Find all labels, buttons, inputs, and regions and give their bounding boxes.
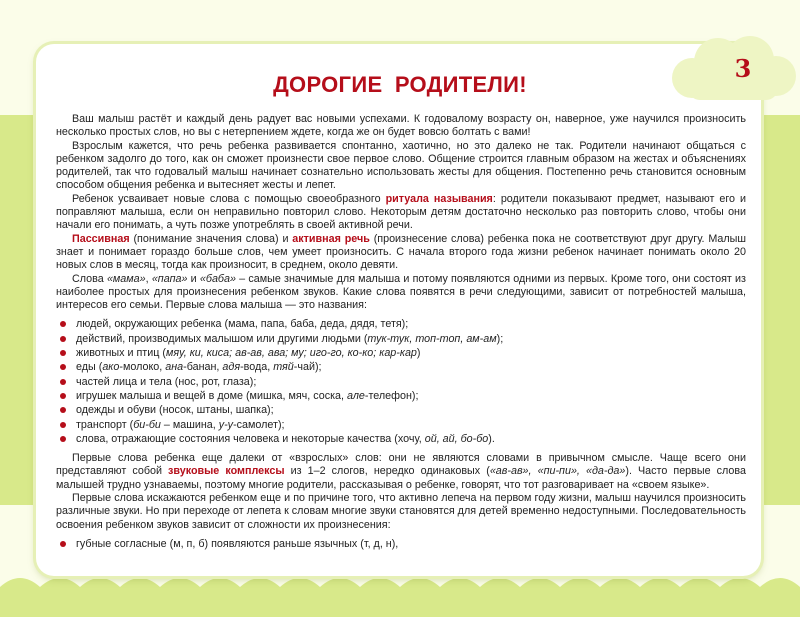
bullet-icon	[60, 436, 66, 442]
text: ,	[145, 272, 152, 285]
text: одежды и обуви (носок, штаны, шапка);	[76, 404, 274, 417]
text: из 1–2 слогов, нередко одинаковых (	[284, 465, 490, 478]
text: (понимание значения слова) и	[129, 232, 293, 245]
paragraph-first-words	[56, 273, 746, 313]
bullet-icon	[60, 393, 66, 399]
text: );	[496, 332, 504, 345]
list-item	[56, 332, 746, 346]
list-item	[56, 346, 746, 360]
term-active-speech: активная речь	[292, 232, 370, 245]
example-words: ой, ай, бо-бо	[424, 432, 489, 445]
paragraph-development: Взрослым кажется, что речь ребенка развивается спонтанно, хаотично, но это далеко не так. Родители начинают общаться с ребенком задолго до того, как он сможет произнести свое первое слово. Общение строится главным образом на жестах и объяснениях родителей, так что годовалый малыш начинает сознательно использовать жесты для общения. Постепенно речь становится основным способом общения ребенка и вытесняет жесты и лепет.	[56, 139, 746, 192]
text: слова, отражающие состояния человека и некоторые качества (хочу,	[76, 432, 425, 445]
bullet-icon	[60, 422, 66, 428]
example-word: але	[347, 389, 365, 402]
word-category-list	[56, 317, 746, 446]
paragraph-passive-active	[56, 233, 746, 273]
text: игрушек малыша и вещей в доме (мишка, мяч, соска,	[76, 389, 347, 402]
sound-order-list	[56, 537, 746, 551]
text: -телефон);	[364, 389, 419, 402]
example-word: ако	[102, 361, 120, 374]
bullet-icon	[60, 321, 66, 327]
list-item	[56, 403, 746, 417]
term-naming-ritual: ритуала называния	[385, 192, 493, 205]
paragraph-naming-ritual	[56, 193, 746, 233]
text: (произнесение слова) ребенка пока не соответствуют друг другу. Малыш знает и понимает гораздо больше слов, чем умеет произносить. С начала второго года жизни ребенок начинает понимать около 20 новых слов в месяц, тогда как произносит, в среднем, около девяти.	[56, 232, 747, 272]
bullet-icon	[60, 379, 66, 385]
list-item	[56, 389, 746, 403]
example-word: тяй	[273, 361, 294, 374]
bullet-icon	[60, 364, 66, 370]
list-item	[56, 432, 746, 446]
bullet-icon	[60, 350, 66, 356]
text: -банан,	[183, 361, 223, 374]
example-words: «ав-ав», «пи-пи», «да-да»	[489, 465, 626, 478]
example-word: адя	[222, 361, 241, 374]
text: -молоко,	[119, 361, 166, 374]
paragraph-intro: Ваш малыш растёт и каждый день радует вас новыми успехами. К годовалому возрасту он, наверное, уже научился произносить несколько простых слов, но вы с нетерпением ждете, когда же он будет вовсю болтать с вами!	[56, 113, 746, 139]
example-word: ана	[165, 361, 184, 374]
paragraph-sound-complexes	[56, 452, 746, 492]
text: : родители показывают предмет, называют его и поправляют малыша, если он неправильно повторил слово. Некоторым детям достаточно несколько раз повторить слово, чтобы они начали его понимать, а чуть позже употреблять в своей активной речи.	[56, 192, 747, 232]
example-words: тук-тук, топ-топ, ам-ам	[367, 332, 497, 345]
bullet-icon	[60, 336, 66, 342]
list-item	[56, 317, 746, 331]
word-papa: «папа»	[151, 272, 188, 285]
page-title: ДОРОГИЕ РОДИТЕЛИ!	[273, 72, 527, 97]
paragraph-distortion: Первые слова искажаются ребенком еще и по причине того, что активно лепеча на первом году жизни, малыш научился произносить различные звуки. Но при переходе от лепета к словам многие звуки становятся для детей временно недоступными. Последовательность освоения ребенком звуков зависит от сложности их произнесения:	[56, 492, 746, 531]
text: ).	[488, 432, 495, 445]
text: частей лица и тела (нос, рот, глаза);	[76, 375, 257, 388]
text: губные согласные (м, п, б) появляются раньше язычных (т, д, н),	[76, 537, 399, 550]
bullet-icon	[60, 407, 66, 413]
text: – самые значимые для малыша и потому появляются одними из первых. Кроме того, они состоят из наиболее простых для произнесения ребенком звуков. Какие слова появятся в речи следующими, зависит от потребностей малыша, интересов его семьи. Первые слова малыша — это названия:	[56, 272, 746, 312]
bullet-icon	[60, 541, 66, 547]
text: Ребенок усваивает новые слова с помощью своеобразного	[72, 192, 386, 205]
text: -вода,	[240, 361, 274, 374]
example-word: би-би	[133, 418, 161, 431]
text: людей, окружающих ребенка (мама, папа, баба, деда, дядя, тетя);	[76, 318, 409, 331]
text: действий, производимых малышом или другими людьми (	[76, 332, 368, 345]
example-word: у-у	[218, 418, 234, 431]
list-item	[56, 375, 746, 389]
text: ). Часто первые слова малышей трудно узнаваемы, поэтому многие родители, рассказывая о ребенке, говорят, что тот разговаривает на «своем языке».	[56, 465, 746, 491]
list-item	[56, 537, 746, 551]
page-number: 3	[734, 54, 752, 83]
text: еды (	[76, 361, 103, 374]
text: -самолет);	[233, 418, 285, 431]
word-mama: «мама»	[106, 272, 146, 285]
text: Слова	[72, 272, 107, 285]
list-item	[56, 418, 746, 432]
text: транспорт (	[76, 418, 134, 431]
text: животных и птиц (	[76, 347, 166, 360]
text: )	[416, 347, 421, 360]
word-baba: «баба»	[199, 272, 236, 285]
text: Первые слова ребенка еще далеки от «взрослых» слов: они не являются словами в привычном смысле. Чаще всего они представляют собой	[56, 452, 746, 478]
term-sound-complexes: звуковые комплексы	[168, 465, 285, 478]
term-passive: Пассивная	[72, 232, 130, 245]
text: и	[187, 272, 200, 285]
text: -чай);	[293, 361, 322, 374]
article-body	[56, 113, 746, 557]
text: – машина,	[160, 418, 219, 431]
example-words: мяу, ки, киса; ав-ав, ава; му; иго-го, ко-ко; кар-кар	[165, 347, 417, 360]
list-item	[56, 360, 746, 374]
